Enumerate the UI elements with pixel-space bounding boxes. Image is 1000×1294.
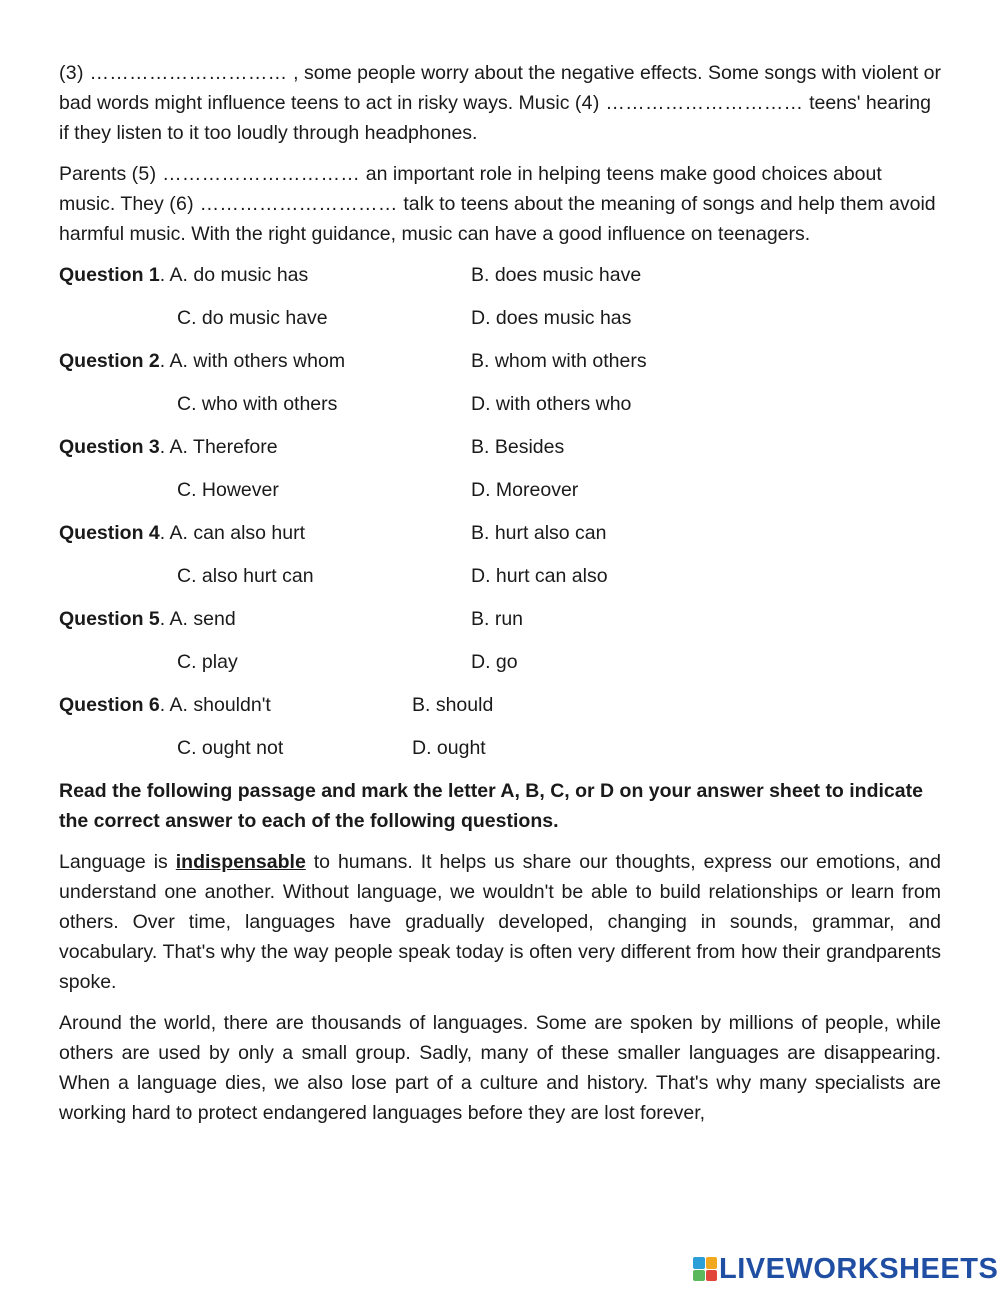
blank-6[interactable]: (6) ………………………… <box>169 193 404 215</box>
passage-text: , some people worry about the negative effects. Some songs with violent or bad words might influence teens to act in risky ways. Music <box>59 62 942 114</box>
question-2-row-1 <box>59 346 941 389</box>
question-3-option-d[interactable]: D. Moreover <box>471 479 579 501</box>
question-2-option-d[interactable]: D. with others who <box>471 393 632 415</box>
question-3-option-a[interactable]: Question 3. A. Therefore <box>59 436 278 458</box>
blank-5[interactable]: (5) ………………………… <box>131 163 366 185</box>
passage-text: Parents <box>59 163 132 185</box>
passage-text: to humans. It helps us share our thoughts, express our emotions, and understand one another. Without language, we wouldn't be able to build relationships or learn from others. Over time, languages have gradually developed, changing in sounds, grammar, and vocabulary. That's why the way people speak today is often very different from how their grandparents spoke. <box>59 851 942 993</box>
question-4-option-a[interactable]: Question 4. A. can also hurt <box>59 522 306 544</box>
question-label: Question 5 <box>59 608 160 630</box>
question-2-row-2 <box>59 389 941 432</box>
keyword-indispensable: indispensable <box>175 851 306 873</box>
passage-text: an important role in helping teens make good choices about music. They <box>59 163 882 215</box>
liveworksheets-logo <box>693 1253 998 1285</box>
blank-4[interactable]: (4) ………………………… <box>574 92 810 114</box>
question-label: Question 1 <box>59 264 160 286</box>
question-4-option-c[interactable]: C. also hurt can <box>177 565 314 587</box>
question-label: Question 6 <box>59 694 160 716</box>
question-2-option-a[interactable]: Question 2. A. with others whom <box>59 350 346 372</box>
passage1-paragraph1 <box>59 58 941 148</box>
liveworksheets-logo-icon <box>693 1257 717 1281</box>
question-4-row-2 <box>59 561 941 604</box>
passage-text: talk to teens about the meaning of songs and help them avoid harmful music. With the right guidance, music can have a good influence on teenagers. <box>59 193 936 245</box>
question-6-option-c[interactable]: C. ought not <box>177 737 284 759</box>
question-5-option-d[interactable]: D. go <box>471 651 518 673</box>
question-6-row-1 <box>59 690 941 733</box>
question-5-option-a[interactable]: Question 5. A. send <box>59 608 236 630</box>
question-2-option-c[interactable]: C. who with others <box>177 393 338 415</box>
question-4-row-1 <box>59 518 941 561</box>
question-4-option-b[interactable]: B. hurt also can <box>471 522 607 544</box>
passage-text: Language is <box>59 851 176 873</box>
question-2-option-b[interactable]: B. whom with others <box>471 350 647 372</box>
passage1-paragraph2 <box>59 159 941 249</box>
question-6-option-b[interactable]: B. should <box>412 694 494 716</box>
question-1-option-b[interactable]: B. does music have <box>471 264 642 286</box>
question-1-option-d[interactable]: D. does music has <box>471 307 632 329</box>
question-1-option-a[interactable]: Question 1. A. do music has <box>59 264 309 286</box>
question-3-row-2 <box>59 475 941 518</box>
question-1-option-c[interactable]: C. do music have <box>177 307 328 329</box>
question-label: Question 2 <box>59 350 160 372</box>
worksheet-page <box>59 58 941 1139</box>
question-5-option-c[interactable]: C. play <box>177 651 238 673</box>
question-6-row-2 <box>59 733 941 776</box>
question-3-option-b[interactable]: B. Besides <box>471 436 565 458</box>
passage-text: teens' hearing if they listen to it too loudly through headphones. <box>59 92 931 144</box>
question-6-option-d[interactable]: D. ought <box>412 737 486 759</box>
question-label: Question 3 <box>59 436 160 458</box>
question-3-option-c[interactable]: C. However <box>177 479 279 501</box>
question-5-row-1 <box>59 604 941 647</box>
passage2-paragraph1 <box>59 847 941 997</box>
blank-3[interactable]: (3) ………………………… <box>59 62 294 84</box>
question-6-option-a[interactable]: Question 6. A. shouldn't <box>59 694 271 716</box>
liveworksheets-logo-text: LIVEWORKSHEETS <box>719 1252 999 1285</box>
section-instruction: Read the following passage and mark the letter A, B, C, or D on your answer sheet to indicate the correct answer to each of the following questions. <box>59 780 923 832</box>
question-1-row-1 <box>59 260 941 303</box>
question-list <box>59 260 941 776</box>
question-label: Question 4 <box>59 522 160 544</box>
question-5-row-2 <box>59 647 941 690</box>
passage2-paragraph2: Around the world, there are thousands of languages. Some are spoken by millions of people, while others are used by only a small group. Sadly, many of these smaller languages are disappearing. When a language dies, we also lose part of a culture and history. That's why many specialists are working hard to protect endangered languages before they are lost forever, <box>59 1012 941 1124</box>
question-1-row-2 <box>59 303 941 346</box>
question-5-option-b[interactable]: B. run <box>471 608 524 630</box>
question-4-option-d[interactable]: D. hurt can also <box>471 565 608 587</box>
question-3-row-1 <box>59 432 941 475</box>
